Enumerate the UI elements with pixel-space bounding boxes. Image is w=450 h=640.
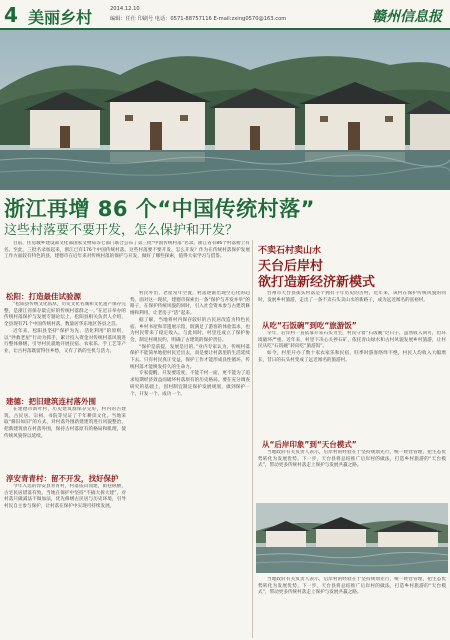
jiande-para-1: 在建德市新叶村，历史建筑群保存完好，村内的古建筑、古民居、宗祠、书院等见证了千年耕读文化。当地采取“修旧如旧”的方式，对村落外围新建建筑进行风貌整治，把新建筑放在村落外围，保持古村落原有的格局和肌理，使传统风貌得以延续。 [4, 407, 126, 439]
sidebar-section-1-body [258, 331, 446, 435]
sub-headline: 这些村落要不要开发，怎么保护和开发？ [4, 223, 239, 238]
sidebar-kicker: 不卖石村卖山水 [258, 246, 322, 256]
sidebar-title-line-2: 欲打造新经济新模式 [258, 275, 376, 290]
chunan-body [4, 484, 126, 634]
sidebar-section-2-body [258, 450, 446, 500]
sidebar-lead [258, 291, 446, 317]
middle-para-3: “保护是前提，发展是目的。”业内专家认为，传统村落保护不能简单地把村民迁出去，而是要让村落里的生活延续下去。只有村民真正受益，保护工作才能形成良性循环，传统村落才能焕发持久的生命力。 [130, 344, 250, 370]
village-photo [0, 30, 450, 190]
sidebar-section-title-2: 从“后岸印象”到“天台模式” [262, 440, 357, 449]
intro-paragraph [4, 241, 250, 288]
songyang-body [4, 302, 126, 392]
songyang-para-1: “松阳县传统文化浓厚，历史文化名城和文化遗产保存完整，是浙江省保存最完好的传统村落群之一。”在近日举办的传统村落保护与发展专题论坛上，松阳县相关负责人介绍，全县现有71个中国传统村落，数量居华东地区各县之首。 [4, 302, 126, 328]
sidebar-s1-para-2: 如今，村里开办了数十家农家乐和民宿，旺季时游客络绎不绝，村民人均收入大幅增长，昔日的石头村变成了远近闻名的旅游村。 [258, 351, 446, 363]
page-header [0, 0, 450, 30]
section-title-chunan: 淳安青青村：留不开发，找好保护 [6, 474, 119, 483]
middle-para-2: 据了解，当地将村内保存较好的古民居改造为特色民宿、乡村书屋和非遗展示馆，既满足了游客的体验需求，也为村民带来了稳定收入。与此同时，村里还成立了保护协会，制定村规民约，明确了古建筑的保护责任。 [130, 317, 250, 343]
water-village-photo [256, 503, 448, 573]
sidebar-s2-para-1: 当地政府有关负责人表示，后岸村的经验在于坚持规划先行，统一经营管理，把生态优势转化为发展优势。下一步，天台县将总结推广后岸村的做法，打造乡村旅游的“天台模式”，带动更多传统村落走上保护与发展共赢之路。 [258, 450, 446, 469]
songyang-para-2: 近年来，松阳县坚持“保护为先、活化利用”的原则，以“拯救老屋”行动为抓手，累计投入资金对传统村落风貌进行整体修缮，引导村民就地开展民宿、农家乐、手工艺等产业，让古村落既留得住乡愁，又有了新的生机与活力。 [4, 328, 126, 354]
middle-para-4: 专家提醒，开发要适度，不能千村一面，更不能为了追求短期经济效益而破坏村落原有的历史格局。要在充分调查研究的基础上，因村制宜制定保护发展规划，做到保护一个、开发一个、成功一个。 [130, 371, 250, 397]
issue-date: 2014.12.10 [110, 6, 140, 12]
sidebar-tail-text: 当地政府有关负责人表示，后岸村的经验在于坚持规划先行，统一经营管理，把生态优势转化为发展优势。下一步，天台县将总结推广后岸村的做法，打造乡村旅游的“天台模式”，带动更多传统村落走上保护与发展共赢之路。 [258, 577, 446, 596]
sidebar-section-title-1: 从吃“石饭碗”到吃“旅游饭” [262, 321, 357, 330]
page-number: 4 [4, 3, 18, 27]
sidebar-title-line-1: 天台后岸村 [258, 259, 324, 274]
sidebar-tail [258, 577, 446, 635]
column-divider [252, 240, 253, 638]
section-name: 美丽乡村 [28, 8, 93, 27]
intro-text: 目前，住房城乡建设部文化部国家文物局等七部门联合公布了第三批“中国传统村落”名录，浙江省有86个村落榜上有名。至此，三批名录加起来，浙江已有176个中国传统村落。这些村落要不要开发、怎么开发？作为在传统村落保护发展工作方面较有特色的县，建德市在近年来对传统村落的保护与开发，做好了哪些探索，值得大家学习与借鉴。 [4, 241, 250, 260]
chunan-para-1: 今年入选的淳安县青青村，村落依山而建，街巷纵横，古宅民居错落有致。当地在保护中坚持“不搞大拆大建”，对村落只做减法不做加法，优先修缮古民居与历史环境，引导村民自主参与保护，让村落在保护中实现可持续发展。 [4, 484, 126, 510]
section-title-jiande: 建德：把旧建筑连村落外围 [6, 397, 96, 406]
editor-contact: 编辑：任仕 印刷号 电话：0571-88757116 E-mail:zxing0570@163.com [110, 16, 287, 22]
middle-column [130, 291, 250, 634]
jiande-body [4, 407, 126, 469]
main-headline: 浙江再增 86 个“中国传统村落” [4, 197, 315, 221]
sidebar-lead-text: 台州市天台县街头村落是个拥有千年历史的古村，近年来，该村在保护传统风貌的同时，发展乡村旅游，走出了一条不卖石头卖山水的新路子，成为远近闻名的富裕村。 [258, 291, 446, 303]
newspaper-logo: 赣州信息报 [372, 9, 442, 25]
section-title-songyang: 松阳：打造最佳试验源 [6, 292, 81, 301]
middle-para-1: 村民外出，老屋常年空置，村落逐渐出现空心化的趋势。面对这一现状，建德市探索出一条“保护与开发并举”的路子，在保护传统风貌的同时，引入社会资本参与古建筑修缮和利用，让老房子“活”起来。 [130, 291, 250, 317]
sidebar-s1-para-1: 早年，后岸村一直依靠开采石头为生，村民守着“石饭碗”过日子，虽然收入尚可，但环境破坏严重。近年来，村里下决心关停石矿，依托青山绿水和古村风貌发展乡村旅游，让村民从吃“石饭碗”转向吃“旅游饭”。 [258, 331, 446, 350]
